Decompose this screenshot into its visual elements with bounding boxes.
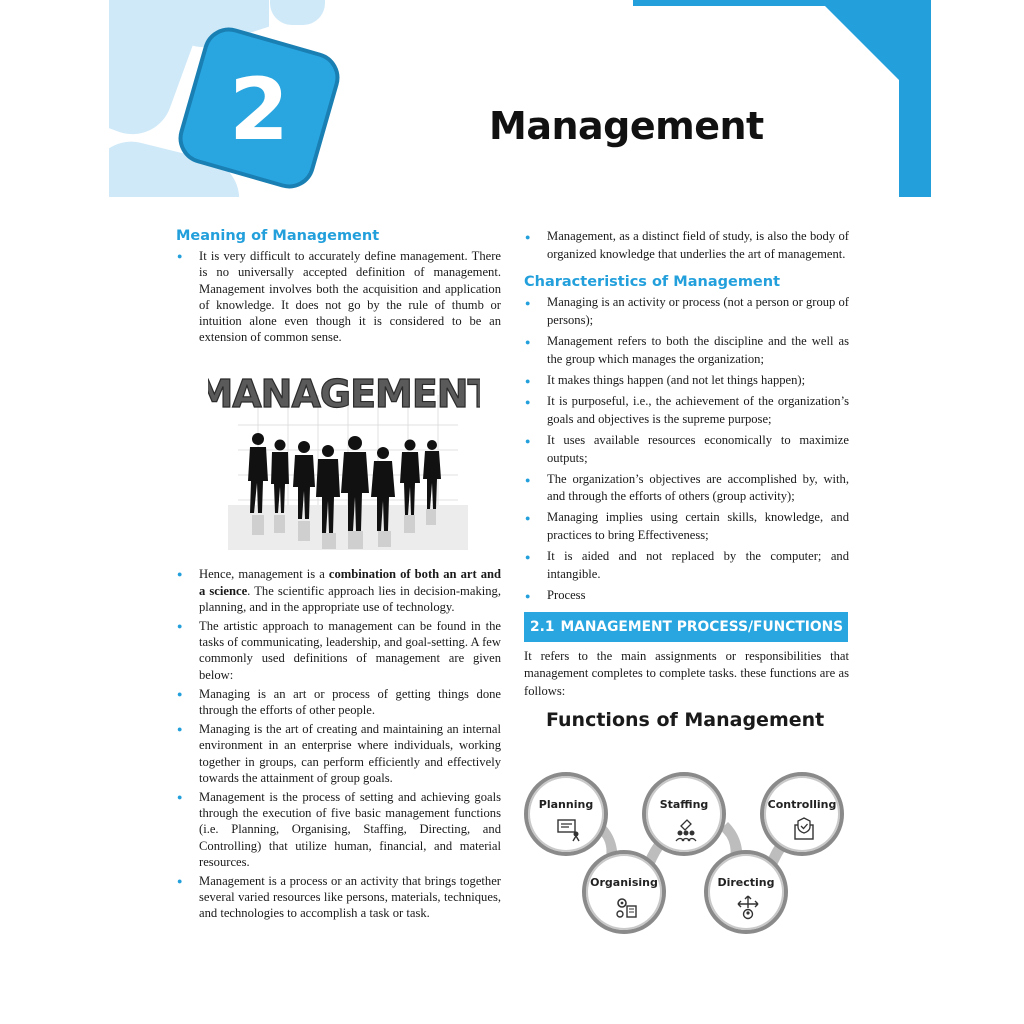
list-item: ● The organization’s objectives are accomplished by, with, and through the efforts of others (group activity); bbox=[524, 471, 849, 506]
left-column bbox=[176, 228, 501, 925]
list-item: ● It uses available resources economically to maximize outputs; bbox=[524, 432, 849, 467]
list-item: ● The artistic approach to management can be found in the tasks of communicating, leadership, and goal-setting. A few commonly used definitions of management are given below: bbox=[176, 618, 501, 683]
list-item: ● It is aided and not replaced by the computer; and intangible. bbox=[524, 548, 849, 583]
section-heading-characteristics: Characteristics of Management bbox=[524, 274, 781, 291]
section-band bbox=[524, 612, 848, 642]
section-number: 2.1 bbox=[530, 618, 555, 635]
chapter-number: 2 bbox=[229, 60, 289, 160]
function-label: Controlling bbox=[767, 798, 837, 811]
staffing-people-icon bbox=[673, 816, 699, 842]
function-label: Staffing bbox=[659, 798, 709, 811]
illustration-word: MANAGEMENT bbox=[208, 372, 480, 417]
function-node-staffing bbox=[642, 772, 726, 856]
meaning-list bbox=[176, 248, 501, 345]
list-item: ● Managing implies using certain skills, knowledge, and practices to bring Effectiveness; bbox=[524, 509, 849, 544]
diagram-title: Functions of Management bbox=[546, 709, 825, 732]
list-item bbox=[176, 248, 501, 345]
function-node-controlling bbox=[760, 772, 844, 856]
organising-gears-icon bbox=[613, 894, 639, 920]
management-people-image bbox=[208, 355, 480, 553]
list-item: ● Management refers to both the discipline and the well as the group which manages the organization; bbox=[524, 333, 849, 368]
right-column bbox=[524, 228, 849, 732]
management-illustration bbox=[208, 355, 480, 553]
list-item-text: Hence, management is a bbox=[199, 567, 329, 582]
list-item: ● Management is a process or an activity that brings together several varied resources like persons, materials, techniques, and technologies to accomplish a task or task. bbox=[176, 873, 501, 922]
controlling-shield-icon bbox=[791, 816, 817, 842]
definitions-list bbox=[176, 566, 501, 921]
list-item: ● Process bbox=[524, 587, 849, 605]
function-node-planning bbox=[524, 772, 608, 856]
function-label: Planning bbox=[538, 798, 594, 811]
list-item-bold-text: combination of both an art and a science bbox=[199, 567, 502, 598]
list-item: ● Management, as a distinct field of study, is also the body of organized knowledge that underlies the art of management. bbox=[524, 228, 849, 263]
functions-diagram bbox=[524, 770, 849, 945]
directing-arrows-icon bbox=[735, 894, 761, 920]
list-item-text: . The scientific approach lies in decision-making, planning, and in the appropriate use of technology. bbox=[199, 583, 501, 614]
function-node-directing bbox=[704, 850, 788, 934]
function-node-organising bbox=[582, 850, 666, 934]
field-of-study-list bbox=[524, 228, 849, 263]
list-item: ● It makes things happen (and not let things happen); bbox=[524, 372, 849, 390]
list-item-text: It is very difficult to accurately define management. There is no universally accepted definition of management. Management involves both the acquisition and application of knowledge. It does not go by the rule of thumb or intuition alone even though it is considered to be an extension of common sense. bbox=[199, 249, 501, 345]
list-item: ● Managing is an art or process of getting things done through the efforts of other people. bbox=[176, 686, 501, 718]
header-blob bbox=[270, 0, 325, 25]
list-item bbox=[176, 566, 501, 615]
list-item: ● It is purposeful, i.e., the achievement of the organization’s goals and objectives is the supreme purpose; bbox=[524, 393, 849, 428]
characteristics-list bbox=[524, 294, 849, 604]
function-label: Organising bbox=[590, 876, 658, 889]
planning-board-icon bbox=[555, 816, 581, 842]
function-label: Directing bbox=[717, 876, 775, 889]
list-item: ● Management is the process of setting and achieving goals through the execution of five basic management functions (i.e. Planning, Organising, Staffing, Directing, and Controlling) that utilize human, financial, and material resources. bbox=[176, 789, 501, 870]
chapter-title: Management bbox=[489, 104, 764, 148]
header-corner-graphic bbox=[625, 0, 931, 197]
section-intro: It refers to the main assignments or responsibilities that management completes to complete tasks. these functions are as follows: bbox=[524, 648, 849, 698]
section-heading-meaning: Meaning of Management bbox=[176, 228, 380, 244]
section-title: MANAGEMENT PROCESS/FUNCTIONS bbox=[560, 618, 844, 635]
list-item: ● Managing is an activity or process (not a person or group of persons); bbox=[524, 294, 849, 329]
list-item: ● Managing is the art of creating and maintaining an internal environment in an enterprise where individuals, working together in groups, can perform efficiently and effectively towards the attainment of group goals. bbox=[176, 721, 501, 786]
